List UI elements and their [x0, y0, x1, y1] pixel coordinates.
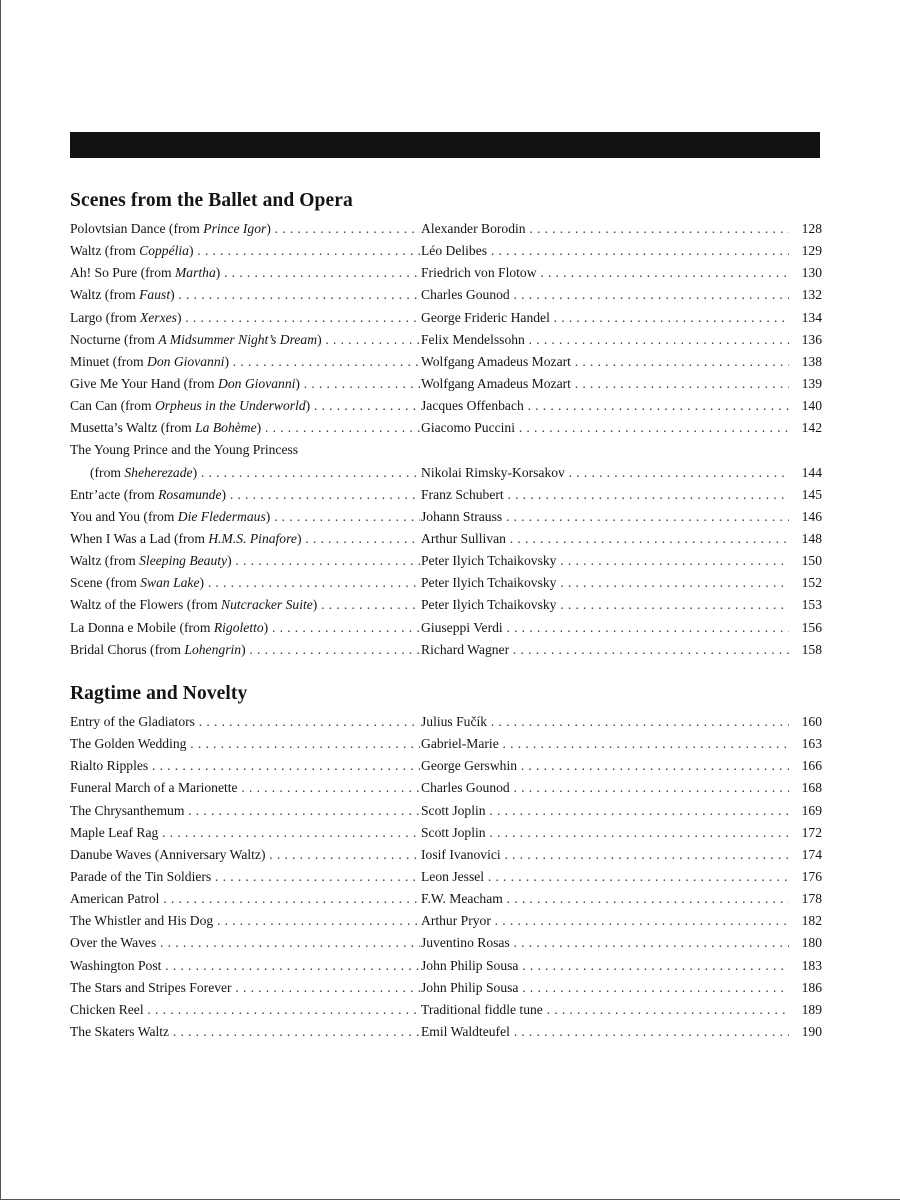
entry-page-number: 130	[790, 262, 822, 284]
entry-title	[70, 528, 420, 550]
entry-work-title: Xerxes	[139, 309, 177, 325]
entry-title-close: )	[305, 398, 311, 414]
entry-composer: Charles Gounod . . .	[421, 284, 789, 306]
entry-page-number: 176	[790, 866, 822, 888]
entry-composer: George Frideric Handel . . .	[421, 307, 789, 329]
toc-entry	[70, 439, 822, 483]
entry-title-close: )	[317, 331, 322, 347]
entry-page-number: 152	[790, 572, 822, 594]
entry-work-title: Rosamunde	[158, 486, 222, 502]
entry-title-close: )	[221, 486, 227, 502]
toc-entry	[70, 910, 822, 932]
entry-work-title: Sleeping Beauty	[139, 553, 228, 569]
entry-work-title: Don Giovanni	[147, 353, 225, 369]
entry-title	[70, 329, 420, 351]
toc-entry	[70, 506, 822, 528]
toc-entry	[70, 262, 822, 284]
entry-composer: Léo Delibes . . .	[421, 240, 789, 262]
entry-page-number: 140	[790, 395, 822, 417]
entry-title-close: )	[266, 221, 271, 236]
entry-title	[70, 955, 420, 977]
entry-composer: Giacomo Puccini . . .	[421, 417, 789, 439]
entry-composer: George Gerswhin . . .	[421, 755, 789, 777]
entry-title-text: Minuet (from	[70, 353, 148, 369]
entry-page-number: 166	[790, 755, 822, 777]
entry-title-text: Bridal Chorus (from	[70, 641, 185, 657]
entry-page-number: 146	[790, 506, 822, 528]
entry-title-close: )	[241, 641, 246, 657]
entry-title	[70, 284, 420, 306]
header-bar	[70, 132, 820, 158]
entry-work-title: Faust	[139, 287, 171, 303]
entry-composer: Giuseppi Verdi . . .	[421, 617, 789, 639]
entry-title-close: )	[199, 575, 205, 591]
entry-title-text: Over the Waves	[70, 935, 157, 951]
entry-title-close: )	[296, 530, 302, 546]
entry-composer: Wolfgang Amadeus Mozart . . .	[421, 351, 789, 373]
entry-title	[70, 639, 420, 661]
entry-composer: Emil Waldteufel . . .	[421, 1021, 789, 1043]
entry-composer: John Philip Sousa . . .	[421, 955, 789, 977]
entry-title	[70, 218, 420, 240]
entry-composer: Charles Gounod . . .	[421, 777, 789, 799]
toc-entry	[70, 594, 822, 616]
toc-entry	[70, 844, 822, 866]
entry-title-text: American Patrol	[70, 891, 160, 907]
entry-title	[70, 822, 420, 844]
entry-page-number: 132	[790, 284, 822, 306]
entry-page-number: 136	[790, 329, 822, 351]
toc-entry	[70, 395, 822, 417]
entry-title-text: Give Me Your Hand (from	[70, 375, 219, 391]
entry-work-title: A Midsummer Night’s Dream	[158, 331, 318, 347]
entry-title-text: Waltz (from	[70, 287, 140, 303]
entry-page-number: 190	[790, 1021, 822, 1043]
entry-title-text: Ah! So Pure (from	[70, 265, 175, 281]
entry-title	[70, 1021, 420, 1043]
entry-title-text: The Skaters Waltz	[70, 1023, 170, 1039]
toc-entry	[70, 218, 822, 240]
entry-composer: Arthur Pryor . . .	[421, 910, 789, 932]
toc-list	[70, 218, 822, 661]
entry-title-close: )	[176, 309, 182, 325]
entry-title-close: )	[312, 597, 318, 613]
toc-entry	[70, 617, 822, 639]
entry-composer: Peter Ilyich Tchaikovsky . . .	[421, 550, 789, 572]
entry-page-number: 150	[790, 550, 822, 572]
entry-composer: Scott Joplin . . .	[421, 822, 789, 844]
toc-entry	[70, 932, 822, 954]
toc-entry	[70, 733, 822, 755]
entry-page-number: 186	[790, 977, 822, 999]
entry-page-number: 163	[790, 733, 822, 755]
entry-composer: Leon Jessel . . .	[421, 866, 789, 888]
entry-title	[70, 594, 420, 616]
entry-title-text: Largo (from	[70, 309, 140, 325]
entry-composer: Scott Joplin . . .	[421, 800, 789, 822]
entry-work-title: La Bohème	[195, 420, 257, 436]
entry-page-number: 189	[790, 999, 822, 1021]
entry-title-text: Washington Post	[70, 957, 162, 973]
entry-composer: Felix Mendelssohn . . .	[421, 329, 789, 351]
entry-work-title: Nutcracker Suite	[221, 597, 313, 613]
entry-title-text: La Donna e Mobile (from	[70, 619, 214, 635]
entry-title-text: Maple Leaf Rag	[70, 824, 159, 840]
entry-work-title: Don Giovanni	[218, 375, 296, 391]
entry-title	[70, 617, 420, 639]
toc-entry	[70, 822, 822, 844]
toc-entry	[70, 417, 822, 439]
toc-entry	[70, 240, 822, 262]
toc-entry	[70, 755, 822, 777]
section-title: Scenes from the Ballet and Opera	[70, 190, 353, 211]
entry-title-close: )	[295, 375, 300, 391]
entry-page-number: 169	[790, 800, 822, 822]
entry-title-text: When I Was a Lad (from	[70, 530, 209, 546]
toc-entry	[70, 711, 822, 733]
entry-title	[70, 910, 420, 932]
entry-title	[70, 395, 420, 417]
entry-title-text: Polovtsian Dance (from	[70, 221, 204, 236]
toc-entry	[70, 373, 822, 395]
entry-title-text: Parade of the Tin Soldiers	[70, 868, 212, 884]
toc-list	[70, 711, 822, 1043]
entry-work-title: Swan Lake	[140, 575, 200, 591]
entry-title-close: )	[192, 464, 198, 480]
entry-title	[70, 506, 420, 528]
entry-composer: Peter Ilyich Tchaikovsky . . .	[421, 594, 789, 616]
entry-title-text: You and You (from	[70, 508, 178, 524]
entry-composer: Wolfgang Amadeus Mozart . . .	[421, 373, 789, 395]
section-ragtime-novelty	[70, 681, 822, 1043]
entry-composer: Richard Wagner . . .	[421, 639, 789, 661]
toc-entry	[70, 528, 822, 550]
entry-page-number: 180	[790, 932, 822, 954]
entry-page-number: 142	[790, 417, 822, 439]
entry-work-title: Rigoletto	[213, 619, 264, 635]
entry-title	[70, 999, 420, 1021]
section-title: Ragtime and Novelty	[70, 683, 248, 704]
entry-page-number: 139	[790, 373, 822, 395]
entry-composer: Iosif Ivanovici . . .	[421, 844, 789, 866]
entry-title-text: Nocturne (from	[70, 331, 159, 347]
entry-title-line-2	[70, 462, 420, 484]
toc-entry	[70, 800, 822, 822]
entry-title	[70, 800, 420, 822]
entry-composer: Julius Fučík . . .	[421, 711, 789, 733]
entry-title-text: The Stars and Stripes Forever	[70, 979, 232, 995]
toc-entry	[70, 572, 822, 594]
entry-title-text: Waltz of the Flowers (from	[70, 597, 222, 613]
entry-work-title: Martha	[174, 265, 216, 281]
entry-title	[70, 888, 420, 910]
toc-entry	[70, 550, 822, 572]
toc-entry	[70, 866, 822, 888]
entry-page-number: 128	[790, 218, 822, 240]
toc-entry	[70, 484, 822, 506]
entry-page-number: 158	[790, 639, 822, 661]
entry-composer: Franz Schubert . . .	[421, 484, 789, 506]
entry-title	[70, 733, 420, 755]
entry-title-close: )	[170, 287, 175, 303]
entry-work-title: Sheherezade	[124, 464, 193, 480]
entry-title-close: )	[263, 619, 269, 635]
entry-title	[70, 844, 420, 866]
entry-composer: Arthur Sullivan . . .	[421, 528, 789, 550]
entry-work-title: Lohengrin	[184, 641, 242, 657]
entry-page-number: 156	[790, 617, 822, 639]
entry-work-title: Coppélia	[139, 243, 189, 259]
entry-page-number: 138	[790, 351, 822, 373]
entry-composer: Jacques Offenbach . . .	[421, 395, 789, 417]
entry-work-title: H.M.S. Pinafore	[208, 530, 297, 546]
entry-title-close: )	[188, 243, 194, 259]
entry-composer: John Philip Sousa . . .	[421, 977, 789, 999]
entry-page-number: 144	[790, 462, 822, 484]
entry-title	[70, 932, 420, 954]
entry-title-text: Danube Waves (Anniversary Waltz)	[70, 846, 266, 862]
entry-page-number: 129	[790, 240, 822, 262]
entry-page-number: 174	[790, 844, 822, 866]
entry-title-text: Entr’acte (from	[70, 486, 159, 502]
toc-entry	[70, 955, 822, 977]
entry-page-number: 182	[790, 910, 822, 932]
entry-title-close: )	[215, 265, 221, 281]
section-ballet-opera	[70, 188, 822, 661]
entry-title-line-1: The Young Prince and the Young Princess	[70, 442, 299, 458]
entry-title	[70, 572, 420, 594]
entry-page-number: 145	[790, 484, 822, 506]
toc-entry	[70, 777, 822, 799]
entry-page-number: 178	[790, 888, 822, 910]
entry-page-number: 183	[790, 955, 822, 977]
entry-page-number: 153	[790, 594, 822, 616]
entry-composer: Gabriel-Marie . . .	[421, 733, 789, 755]
entry-composer: Friedrich von Flotow . . .	[421, 262, 789, 284]
entry-title-text: Can Can (from	[70, 398, 155, 414]
entry-composer: F.W. Meacham . . .	[421, 888, 789, 910]
entry-composer: Alexander Borodin . . .	[421, 218, 789, 240]
entry-title	[70, 550, 420, 572]
entry-work-title: Prince Igor	[203, 221, 267, 236]
entry-title-text: (from	[90, 464, 125, 480]
entry-title-text: Waltz (from	[70, 553, 140, 569]
entry-composer: Juventino Rosas . . .	[421, 932, 789, 954]
toc-entry	[70, 977, 822, 999]
entry-page-number: 160	[790, 711, 822, 733]
toc-entry	[70, 284, 822, 306]
entry-page-number: 172	[790, 822, 822, 844]
toc-entry	[70, 888, 822, 910]
entry-title	[70, 977, 420, 999]
toc-entry	[70, 1021, 822, 1043]
toc-entry	[70, 307, 822, 329]
entry-title	[70, 262, 420, 284]
toc-entry	[70, 639, 822, 661]
entry-work-title: Die Fledermaus	[177, 508, 266, 524]
entry-page-number: 168	[790, 777, 822, 799]
entry-work-title: Orpheus in the Underworld	[154, 398, 306, 414]
toc-entry	[70, 999, 822, 1021]
entry-title	[70, 777, 420, 799]
entry-title	[70, 866, 420, 888]
entry-title-close: )	[227, 553, 232, 569]
entry-title-text: Musetta’s Waltz (from	[70, 420, 196, 436]
entry-title-text: Waltz (from	[70, 243, 140, 259]
entry-title-text: Chicken Reel	[70, 1001, 144, 1017]
entry-composer: Johann Strauss . . .	[421, 506, 789, 528]
entry-title-text: Scene (from	[70, 575, 141, 591]
entry-title	[70, 484, 420, 506]
entry-title-close: )	[256, 420, 262, 436]
entry-title	[70, 755, 420, 777]
entry-title	[70, 439, 420, 483]
entry-title-close: )	[265, 508, 271, 524]
entry-composer: Peter Ilyich Tchaikovsky . . .	[421, 572, 789, 594]
entry-title	[70, 711, 420, 733]
entry-composer: Nikolai Rimsky-Korsakov . . .	[421, 462, 789, 484]
entry-title	[70, 417, 420, 439]
entry-title-text: Entry of the Gladiators	[70, 714, 195, 729]
entry-title-close: )	[224, 353, 229, 369]
toc-entry	[70, 329, 822, 351]
entry-title	[70, 240, 420, 262]
entry-title-text: The Chrysanthemum	[70, 802, 185, 818]
entry-title-text: Funeral March of a Marionette	[70, 780, 238, 796]
entry-title-text: Rialto Ripples	[70, 758, 149, 774]
entry-title-text: The Golden Wedding	[70, 736, 187, 752]
entry-title	[70, 307, 420, 329]
entry-composer: Traditional fiddle tune . . .	[421, 999, 789, 1021]
entry-page-number: 134	[790, 307, 822, 329]
toc-entry	[70, 351, 822, 373]
entry-title-text: The Whistler and His Dog	[70, 913, 214, 929]
entry-title	[70, 351, 420, 373]
entry-title	[70, 373, 420, 395]
entry-page-number: 148	[790, 528, 822, 550]
